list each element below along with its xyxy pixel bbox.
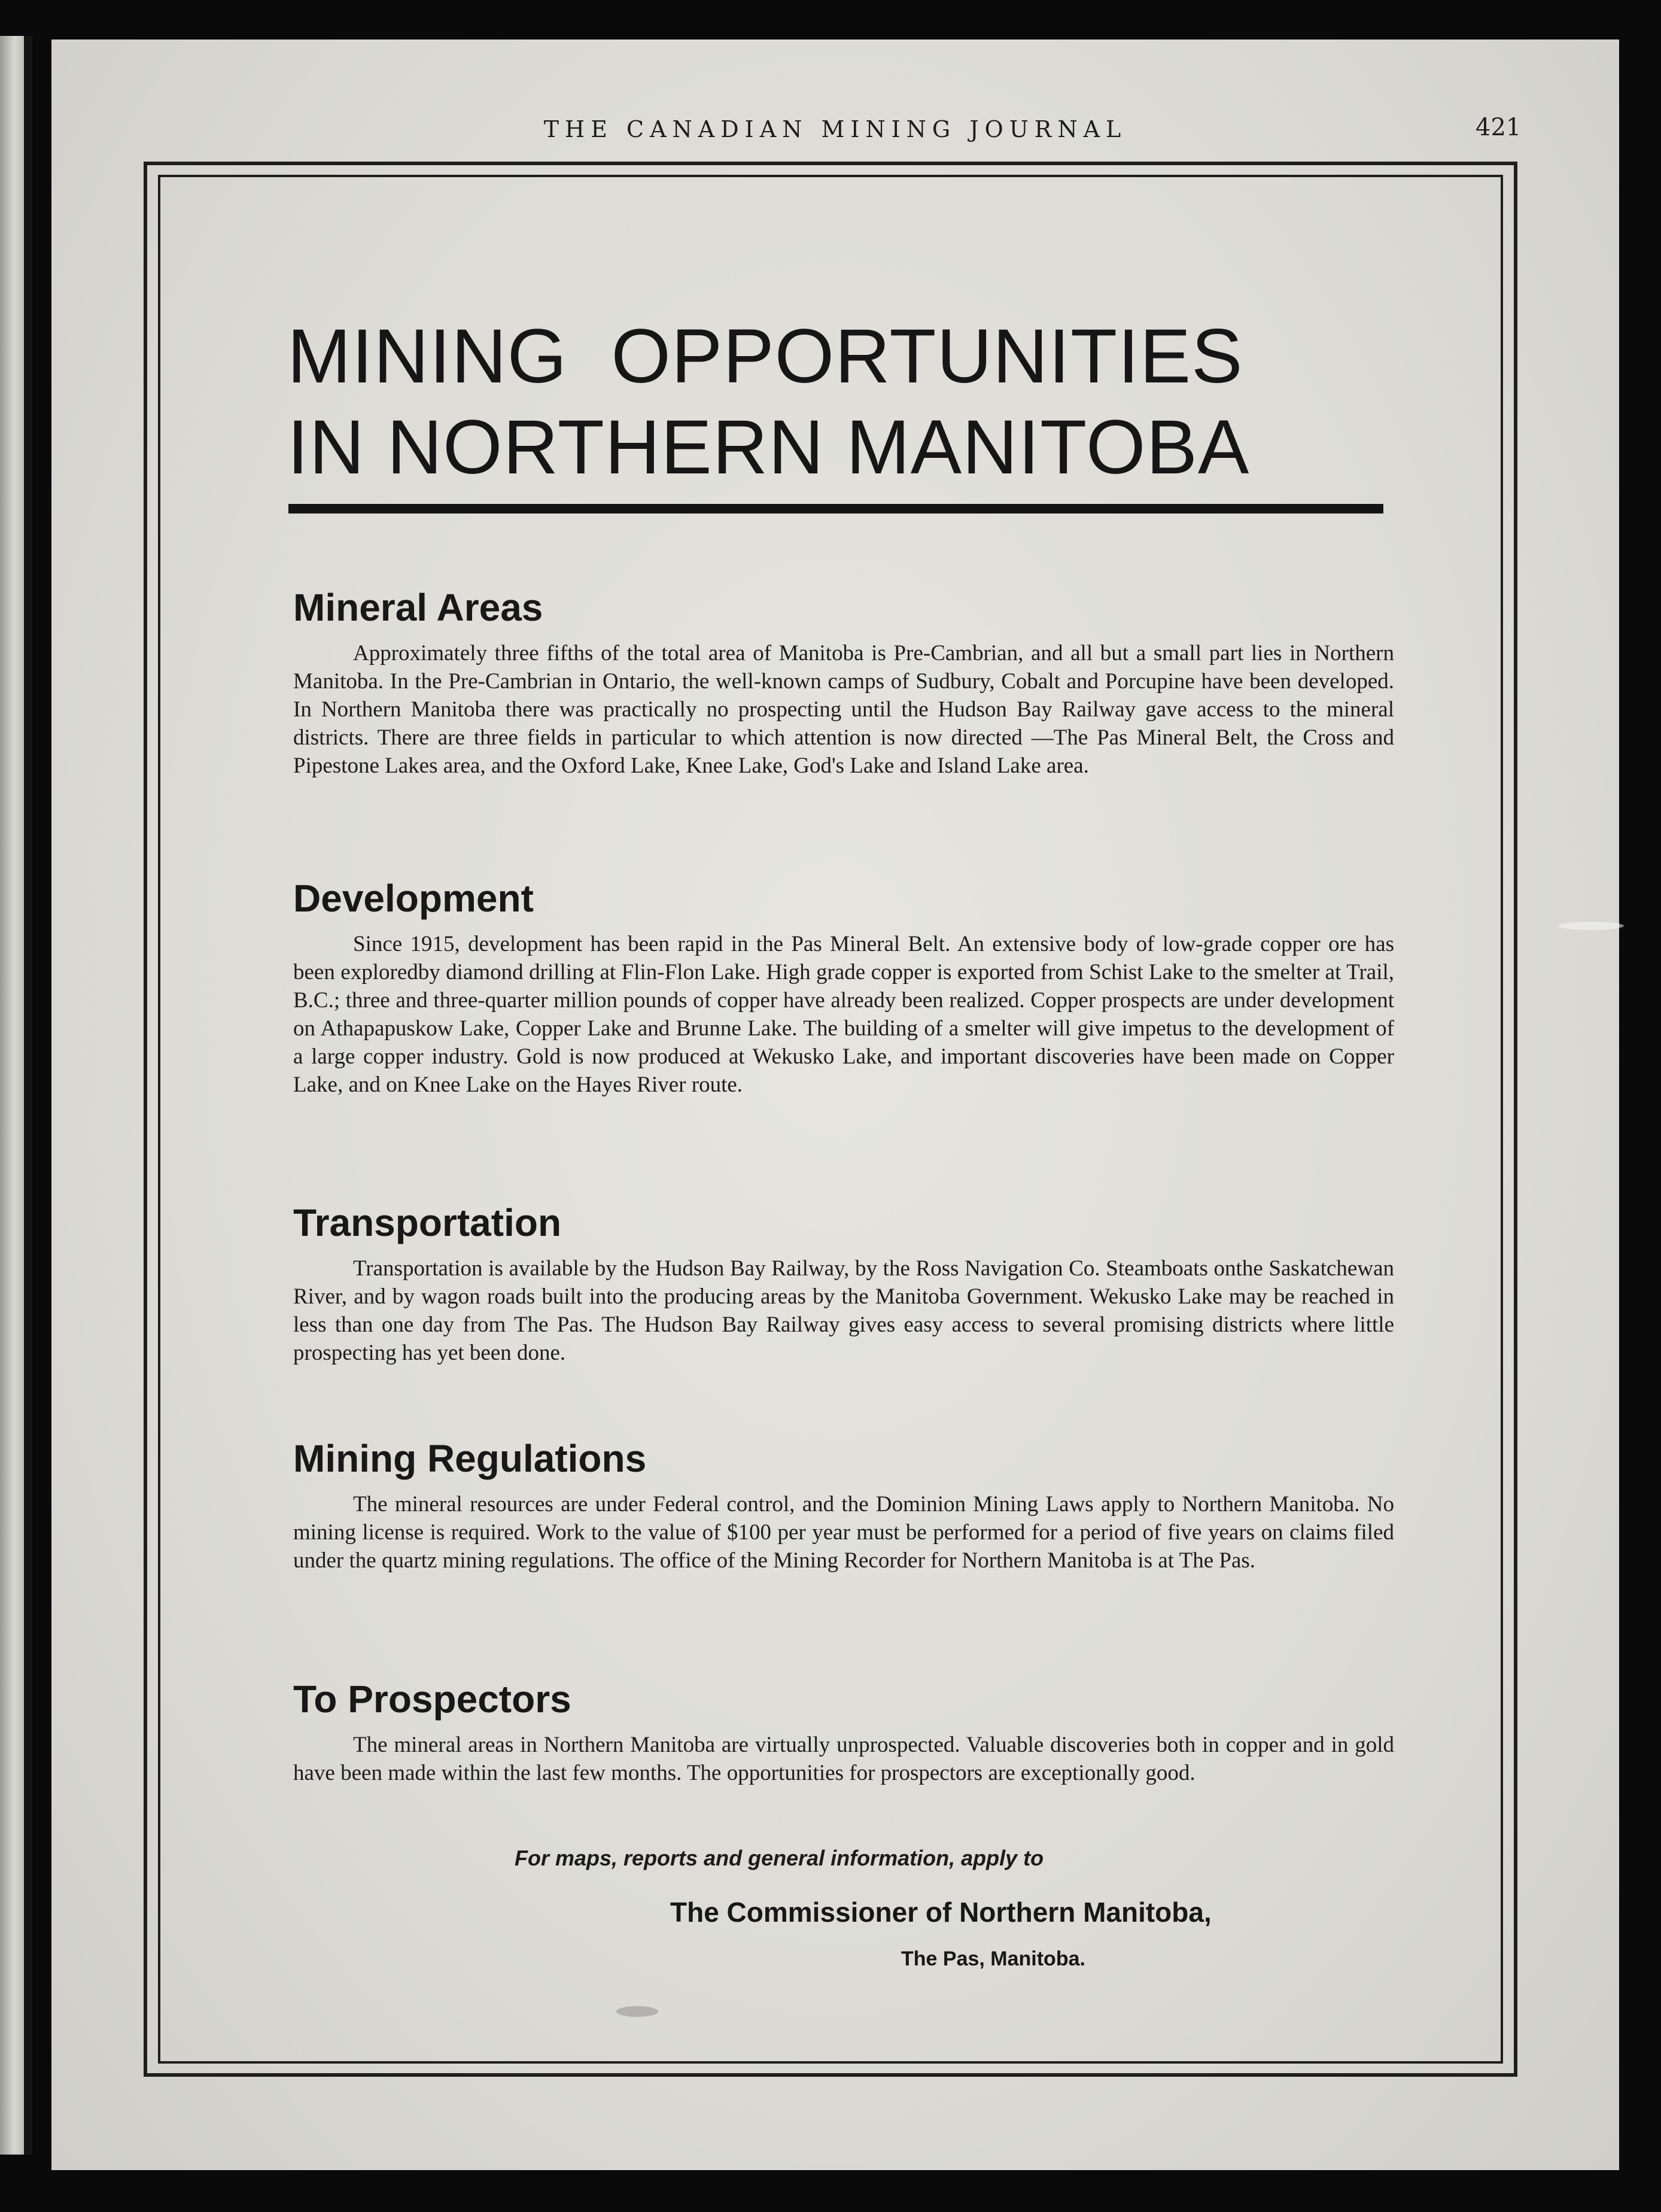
commissioner-address: The Pas, Manitoba. [901,1947,1085,1970]
title-underline-rule [288,504,1383,514]
adjacent-page-shadow [0,36,24,2155]
section-body-mineral-areas: Approximately three fifths of the total area of Manitoba is Pre-Cambrian, and all but a small part lies in Northern Manitoba. In the Pre-Cambrian in Ontario, the well-known camps of Sudbury, Cobalt and Porcupine have been developed. In Northern Manitoba there was practically no prospecting until the Hudson Bay Railway gave access to the mineral districts. There are three fields in particular to which attention is now directed —The Pas Mineral Belt, the Cross and Pipestone Lakes area, and the Oxford Lake, Knee Lake, God's Lake and Island Lake area. [293,641,1394,778]
section-body-development: Since 1915, development has been rapid in the Pas Mineral Belt. An extensive body of low-grade copper ore has been exploredby diamond drilling at Flin-Flon Lake. High grade copper is exported from Schist Lake to the smelter at Trail, B.C.; three and three-quarter million pounds of copper have already been realized. Copper prospects are under development on Athapapuskow Lake, Copper Lake and Brunne Lake. The building of a smelter will give impetus to the development of a large copper industry. Gold is now produced at Wekusko Lake, and important discoveries have been made on Copper Lake, and on Knee Lake on the Hayes River route. [293,932,1394,1097]
section-mining-regulations [293,1435,1394,1575]
apply-note: For maps, reports and general information, apply to [515,1846,1044,1870]
section-body-transportation: Transportation is available by the Hudson Bay Railway, by the Ross Navigation Co. Steamboats onthe Saskatchewan River, and by wagon roads built into the producing areas by the Manitoba Government. Wekusko Lake may be reached in less than one day from The Pas. The Hudson Bay Railway gives easy access to several promising districts where little prospecting has yet been done. [293,1256,1394,1365]
section-heading-to-prospectors: To Prospectors [293,1678,571,1721]
section-heading-development: Development [293,877,534,920]
section-heading-transportation: Transportation [293,1201,562,1244]
commissioner-name: The Commissioner of Northern Manitoba, [670,1897,1212,1928]
ad-title-line-2: IN NORTHERN MANITOBA [287,405,1250,490]
scan-artifact [1558,922,1624,930]
ad-title [287,311,1388,493]
ad-title-line-1: MINING OPPORTUNITIES [287,314,1243,399]
section-mineral-areas [293,584,1394,780]
section-body-mining-regulations: The mineral resources are under Federal control, and the Dominion Mining Laws apply to Northern Manitoba. No mining license is required. Work to the value of $100 per year must be performed for a period of five years on claims filed under the quartz mining regulations. The office of the Mining Recorder for Northern Manitoba is at The Pas. [293,1492,1394,1573]
section-development [293,875,1394,1099]
journal-running-head: THE CANADIAN MINING JOURNAL [543,116,1127,142]
section-transportation [293,1199,1394,1367]
section-heading-mineral-areas: Mineral Areas [293,586,543,629]
section-heading-mining-regulations: Mining Regulations [293,1437,647,1480]
ink-smudge [616,2006,658,2017]
adjacent-page-edge [0,36,32,2155]
section-body-to-prospectors: The mineral areas in Northern Manitoba are virtually unprospected. Valuable discoveries both in copper and in gold have been made within the last few months. The opportunities for prospectors are exceptionally good. [293,1733,1394,1785]
page-number: 421 [1476,114,1522,141]
section-to-prospectors [293,1676,1394,1787]
